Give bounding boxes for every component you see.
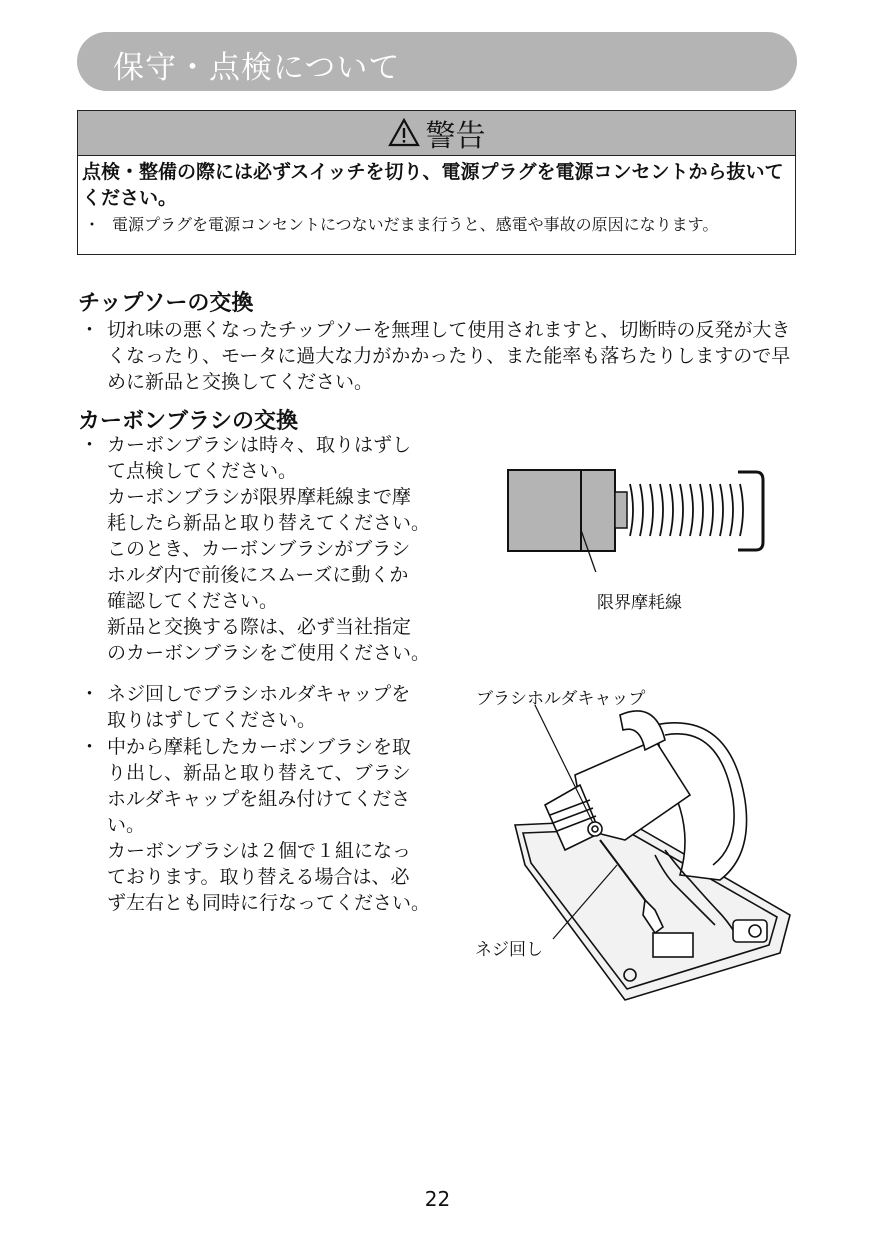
- section-title-carbon-brush: カーボンブラシの交換: [78, 409, 299, 434]
- carbon-brush-paragraph-3: [78, 734, 458, 916]
- text-line: ホルダ内で前後にスムーズに動くか: [107, 564, 409, 586]
- carbon-brush-text-3: [78, 734, 458, 916]
- text-line: カーボンブラシは２個で１組になっ: [107, 840, 412, 862]
- tip-saw-paragraph: [78, 317, 798, 395]
- text-line: 取りはずしてください。: [107, 709, 317, 731]
- brush-holder-cap-label: ブラシホルダキャップ: [476, 689, 646, 709]
- carbon-brush-text-2: [78, 681, 458, 733]
- carbon-brush-diagram: [500, 462, 770, 572]
- page-number: 22: [424, 1187, 451, 1211]
- text-line: ず左右とも同時に行なってください。: [107, 892, 431, 914]
- text-line: 確認してください。: [107, 590, 279, 612]
- text-line: カーボンブラシが限界摩耗線まで摩: [107, 486, 412, 508]
- text-line: ております。取り替える場合は、必: [107, 866, 410, 888]
- bullet: ・: [80, 434, 100, 456]
- text-line: 耗したら新品と取り替えてください。: [107, 512, 431, 534]
- text-line: て点検してください。: [107, 460, 298, 482]
- carbon-brush-paragraph-2: [78, 681, 458, 733]
- circular-saw-illustration: [505, 705, 800, 1015]
- warning-note: [82, 213, 795, 237]
- text-line: い。: [107, 814, 146, 836]
- text-line: このとき、カーボンブラシがブラシ: [107, 538, 411, 560]
- bullet: ・: [80, 319, 100, 341]
- text-line: 新品と交換する際は、必ず当社指定: [107, 616, 412, 638]
- bullet: ・: [80, 736, 100, 758]
- warning-box: [77, 110, 796, 255]
- text-line: ネジ回しでブラシホルダキャップを: [107, 683, 411, 705]
- warning-note-text: 電源プラグを電源コンセントにつないだまま行うと、感電や事故の原因になります。: [112, 215, 719, 234]
- text-line: り出し、新品と取り替えて、ブラシ: [107, 762, 411, 784]
- carbon-brush-text-1: [78, 432, 458, 666]
- text-line: カーボンブラシは時々、取りはずし: [107, 434, 412, 456]
- screwdriver-label: ネジ回し: [475, 940, 543, 960]
- warning-header: [78, 111, 795, 156]
- text-line: のカーボンブラシをご使用ください。: [107, 642, 431, 664]
- text-line: 中から摩耗したカーボンブラシを取: [107, 736, 412, 758]
- tip-saw-text: 切れ味の悪くなったチップソーを無理して使用されますと、切断時の反発が大きくなったり、モータに過大な力がかかったり、また能率も落ちたりしますので早めに新品と交換してください。: [107, 319, 791, 393]
- warning-triangle-icon: [388, 118, 420, 148]
- section-title-tip-saw: チップソーの交換: [78, 291, 254, 316]
- warning-title: 警告: [425, 119, 486, 154]
- carbon-brush-paragraph-1: [78, 432, 458, 666]
- section-banner: [77, 32, 797, 91]
- warning-lead: 点検・整備の際には必ずスイッチを切り、電源プラグを電源コンセントから抜いてください。: [82, 161, 784, 209]
- page-title: 保守・点検について: [113, 50, 401, 86]
- wear-limit-line-label: 限界摩耗線: [597, 593, 682, 613]
- text-line: ホルダキャップを組み付けてくださ: [107, 788, 411, 810]
- bullet: ・: [84, 215, 101, 234]
- bullet: ・: [80, 683, 100, 705]
